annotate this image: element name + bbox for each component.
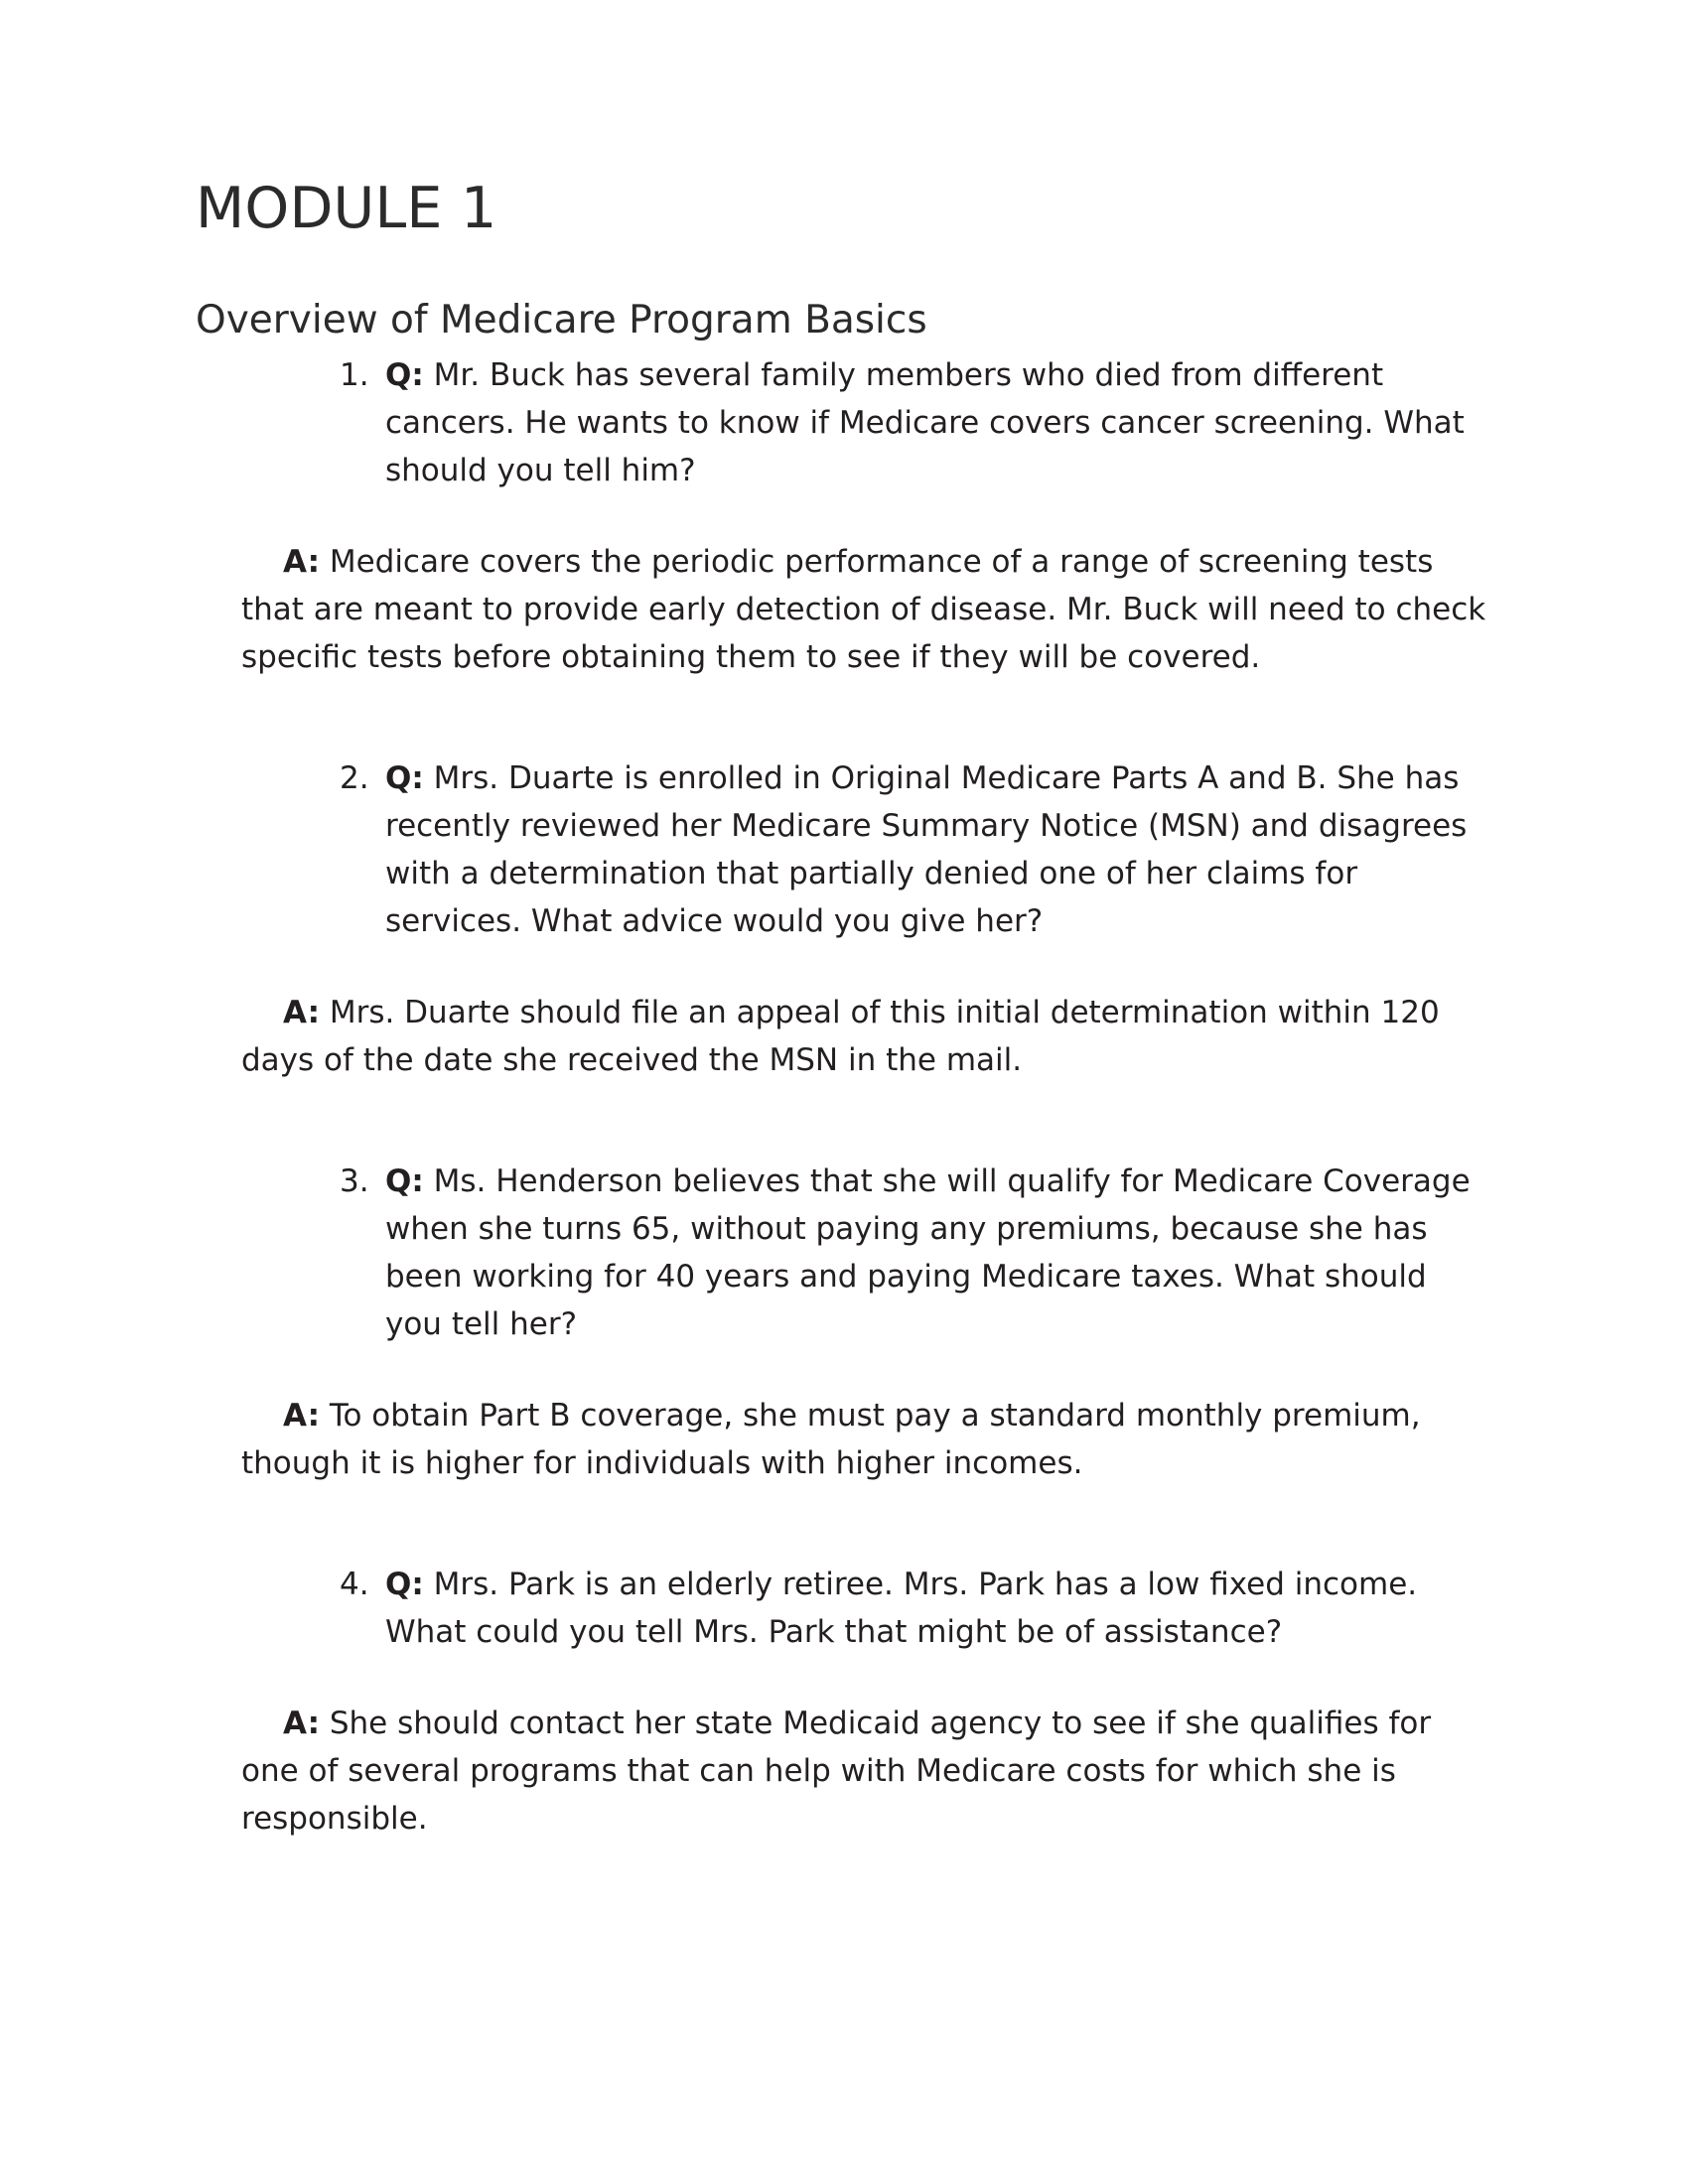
answer-paragraph <box>196 538 1486 681</box>
page-title: MODULE 1 <box>196 176 497 241</box>
question-paragraph <box>196 351 1486 494</box>
answer-text: To obtain Part B coverage, she must pay a standard monthly premium, though it is higher for individuals with higher incomes. <box>241 1398 1421 1482</box>
question-paragraph <box>196 754 1486 945</box>
answer-label: A: <box>283 1706 320 1742</box>
question-paragraph <box>196 1158 1486 1348</box>
question-body <box>340 754 1486 945</box>
question-text: Mrs. Park is an elderly retiree. Mrs. Park has a low fixed income. What could you tell Mrs. Park that might be of assistance? <box>385 1567 1418 1651</box>
answer-text: She should contact her state Medicaid agency to see if she qualifies for one of several programs that can help with Medicare costs for which she is responsible. <box>241 1706 1432 1838</box>
answer-label: A: <box>283 544 320 581</box>
qa-item <box>196 351 1486 681</box>
question-body <box>340 1561 1486 1656</box>
answer-text: Mrs. Duarte should file an appeal of this initial determination within 120 days of the date she received the MSN in the mail. <box>241 995 1440 1079</box>
qa-item <box>196 1561 1486 1843</box>
answer-paragraph <box>196 1392 1486 1487</box>
question-label: Q: <box>385 357 424 394</box>
question-number: 4. <box>340 1567 369 1603</box>
question-text: Ms. Henderson believes that she will qualify for Medicare Coverage when she turns 65, without paying any premiums, because she has been working for 40 years and paying Medicare taxes. What should you tell her? <box>385 1163 1471 1343</box>
question-paragraph <box>196 1561 1486 1656</box>
document-content <box>196 175 1486 1843</box>
question-body <box>340 351 1486 494</box>
answer-text: Medicare covers the periodic performance of a range of screening tests that are meant to provide early detection of disease. Mr. Buck will need to check specific tests before obtaining them to see if they will be covered. <box>241 544 1486 676</box>
question-label: Q: <box>385 760 424 797</box>
answer-paragraph <box>196 989 1486 1084</box>
qa-list <box>196 351 1486 1843</box>
question-number: 3. <box>340 1163 369 1200</box>
answer-label: A: <box>283 1398 320 1434</box>
question-number: 2. <box>340 760 369 797</box>
question-label: Q: <box>385 1567 424 1603</box>
question-text: Mrs. Duarte is enrolled in Original Medicare Parts A and B. She has recently reviewed her Medicare Summary Notice (MSN) and disagrees with a determination that partially denied one of her claims for services. What advice would you give her? <box>385 760 1468 940</box>
question-body <box>340 1158 1486 1348</box>
question-number: 1. <box>340 357 369 394</box>
answer-paragraph <box>196 1700 1486 1843</box>
section-heading: Overview of Medicare Program Basics <box>196 297 927 342</box>
question-text: Mr. Buck has several family members who died from different cancers. He wants to know if Medicare covers cancer screening. What should you tell him? <box>385 357 1465 489</box>
question-label: Q: <box>385 1163 424 1200</box>
qa-item <box>196 1158 1486 1487</box>
qa-item <box>196 754 1486 1084</box>
answer-label: A: <box>283 995 320 1031</box>
